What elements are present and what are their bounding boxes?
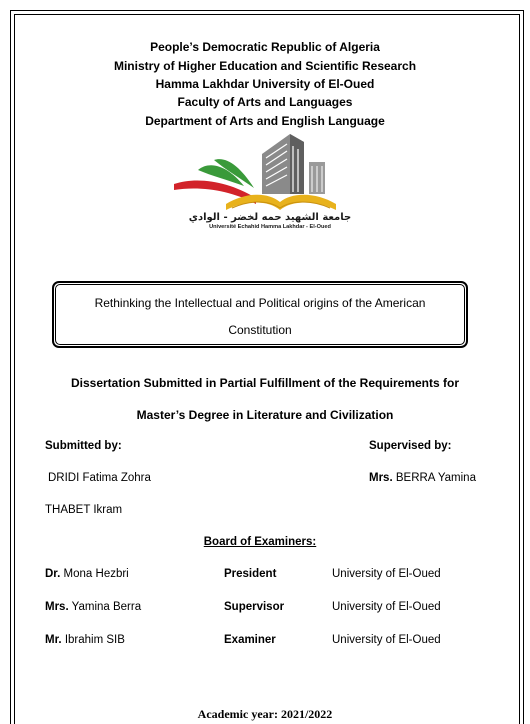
header-ministry: Ministry of Higher Education and Scientific Research [113, 59, 417, 73]
logo-arabic-text: جامعة الشهيد حمه لخضر - الوادي [188, 212, 352, 223]
examiner-university: University of El-Oued [332, 601, 441, 613]
board-heading: Board of Examiners: [203, 536, 317, 548]
examiner-name: Dr. Mona Hezbri [45, 568, 129, 580]
academic-year: Academic year: 2021/2022 [197, 707, 333, 721]
examiner-name: Mrs. Yamina Berra [45, 601, 142, 613]
examiner-name: Mr. Ibrahim SIB [45, 634, 125, 646]
examiner-role: President [224, 568, 277, 580]
supervised-by-label: Supervised by: [369, 440, 452, 452]
dissertation-statement-2: Master’s Degree in Literature and Civilization [136, 408, 394, 422]
examiner-university: University of El-Oued [332, 634, 441, 646]
building-icon [262, 134, 325, 194]
submitted-by-label: Submitted by: [45, 440, 122, 452]
supervisor-name-text: BERRA Yamina [395, 472, 476, 484]
logo-french-text: Université Echahid Hamma Lakhdar - El-Oued [209, 224, 331, 230]
student-name-2: THABET Ikram [45, 504, 123, 516]
examiner-role: Examiner [224, 634, 276, 646]
header-faculty: Faculty of Arts and Languages [177, 95, 353, 109]
thesis-title-line-1: Rethinking the Intellectual and Political origins of the American [94, 296, 426, 310]
header-university: Hamma Lakhdar University of El-Oued [155, 77, 375, 91]
supervisor-name [369, 472, 476, 484]
student-name-1: DRIDI Fatima Zohra [48, 472, 151, 484]
header-country: People’s Democratic Republic of Algeria [150, 40, 380, 54]
dissertation-statement-1: Dissertation Submitted in Partial Fulfillment of the Requirements for [70, 376, 460, 390]
university-logo [170, 132, 370, 230]
supervisor-title: Mrs. [369, 472, 393, 484]
thesis-title-line-2: Constitution [228, 323, 292, 337]
examiner-role: Supervisor [224, 601, 285, 613]
header-department: Department of Arts and English Language [145, 114, 385, 128]
examiner-university: University of El-Oued [332, 568, 441, 580]
